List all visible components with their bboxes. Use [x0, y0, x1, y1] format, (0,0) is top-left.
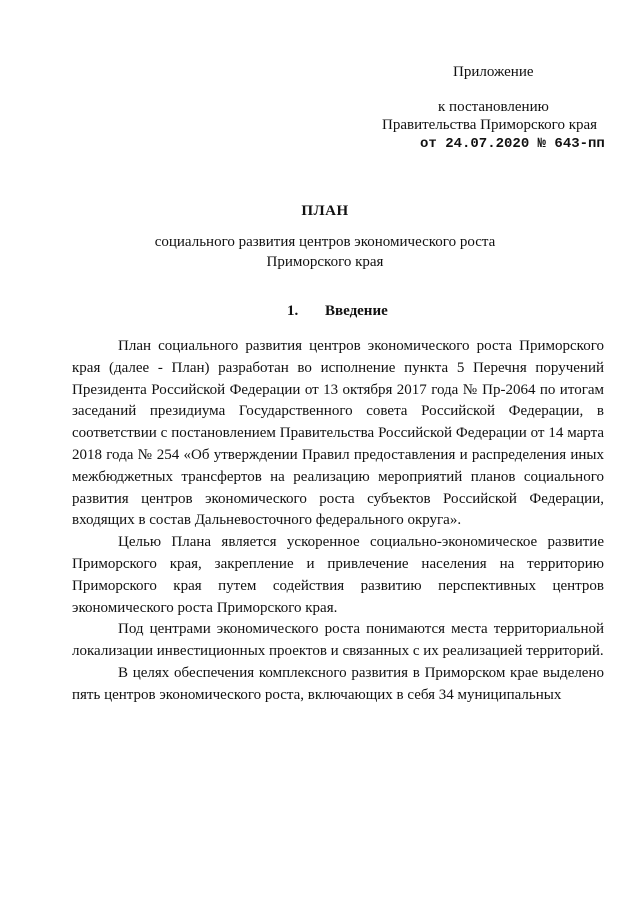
appendix-government: Правительства Приморского края: [382, 117, 598, 133]
subtitle-line-1: социального развития центров экономического роста: [154, 234, 496, 250]
section-heading: [287, 303, 388, 320]
document-title: ПЛАН: [301, 203, 349, 219]
document-subtitle: [0, 232, 640, 272]
section-number: 1.: [287, 303, 299, 319]
appendix-label: Приложение: [453, 64, 534, 80]
paragraph: Целью Плана является ускоренное социально-экономическое развитие Приморского края, закрепление и привлечение населения на территорию Приморского края путем содействия развитию перспективных центров экономического роста Приморского края.: [72, 534, 604, 616]
subtitle-line-2: Приморского края: [266, 254, 384, 270]
paragraph: Под центрами экономического роста понимаются места территориальной локализации инвестиционных проектов и связанных с их реализацией территорий.: [72, 621, 604, 660]
paragraph: План социального развития центров экономического роста Приморского края (далее - План) разработан во исполнение пункта 5 Перечня поручений Президента Российской Федерации от 13 октября 2017 года № Пр-2064 по итогам заседаний президиума Государственного совета Российской Федерации, в соответствии с постановлением Правительства Российской Федерации от 14 марта 2018 года № 254 «Об утверждении Правил предоставления и распределения иных межбюджетных трансфертов на реализацию мероприятий планов социального развития центров экономического роста субъектов Российской Федерации, входящих в состав Дальневосточного федерального округа».: [72, 338, 604, 529]
appendix-date-number: от 24.07.2020 № 643-пп: [420, 136, 605, 152]
paragraph: В целях обеспечения комплексного развития в Приморском крае выделено пять центров экономического роста, включающих в себя 34 муниципальных: [72, 664, 604, 703]
appendix-resolution: к постановлению: [438, 99, 549, 115]
document-body: [72, 336, 604, 707]
section-title: Введение: [325, 303, 388, 319]
